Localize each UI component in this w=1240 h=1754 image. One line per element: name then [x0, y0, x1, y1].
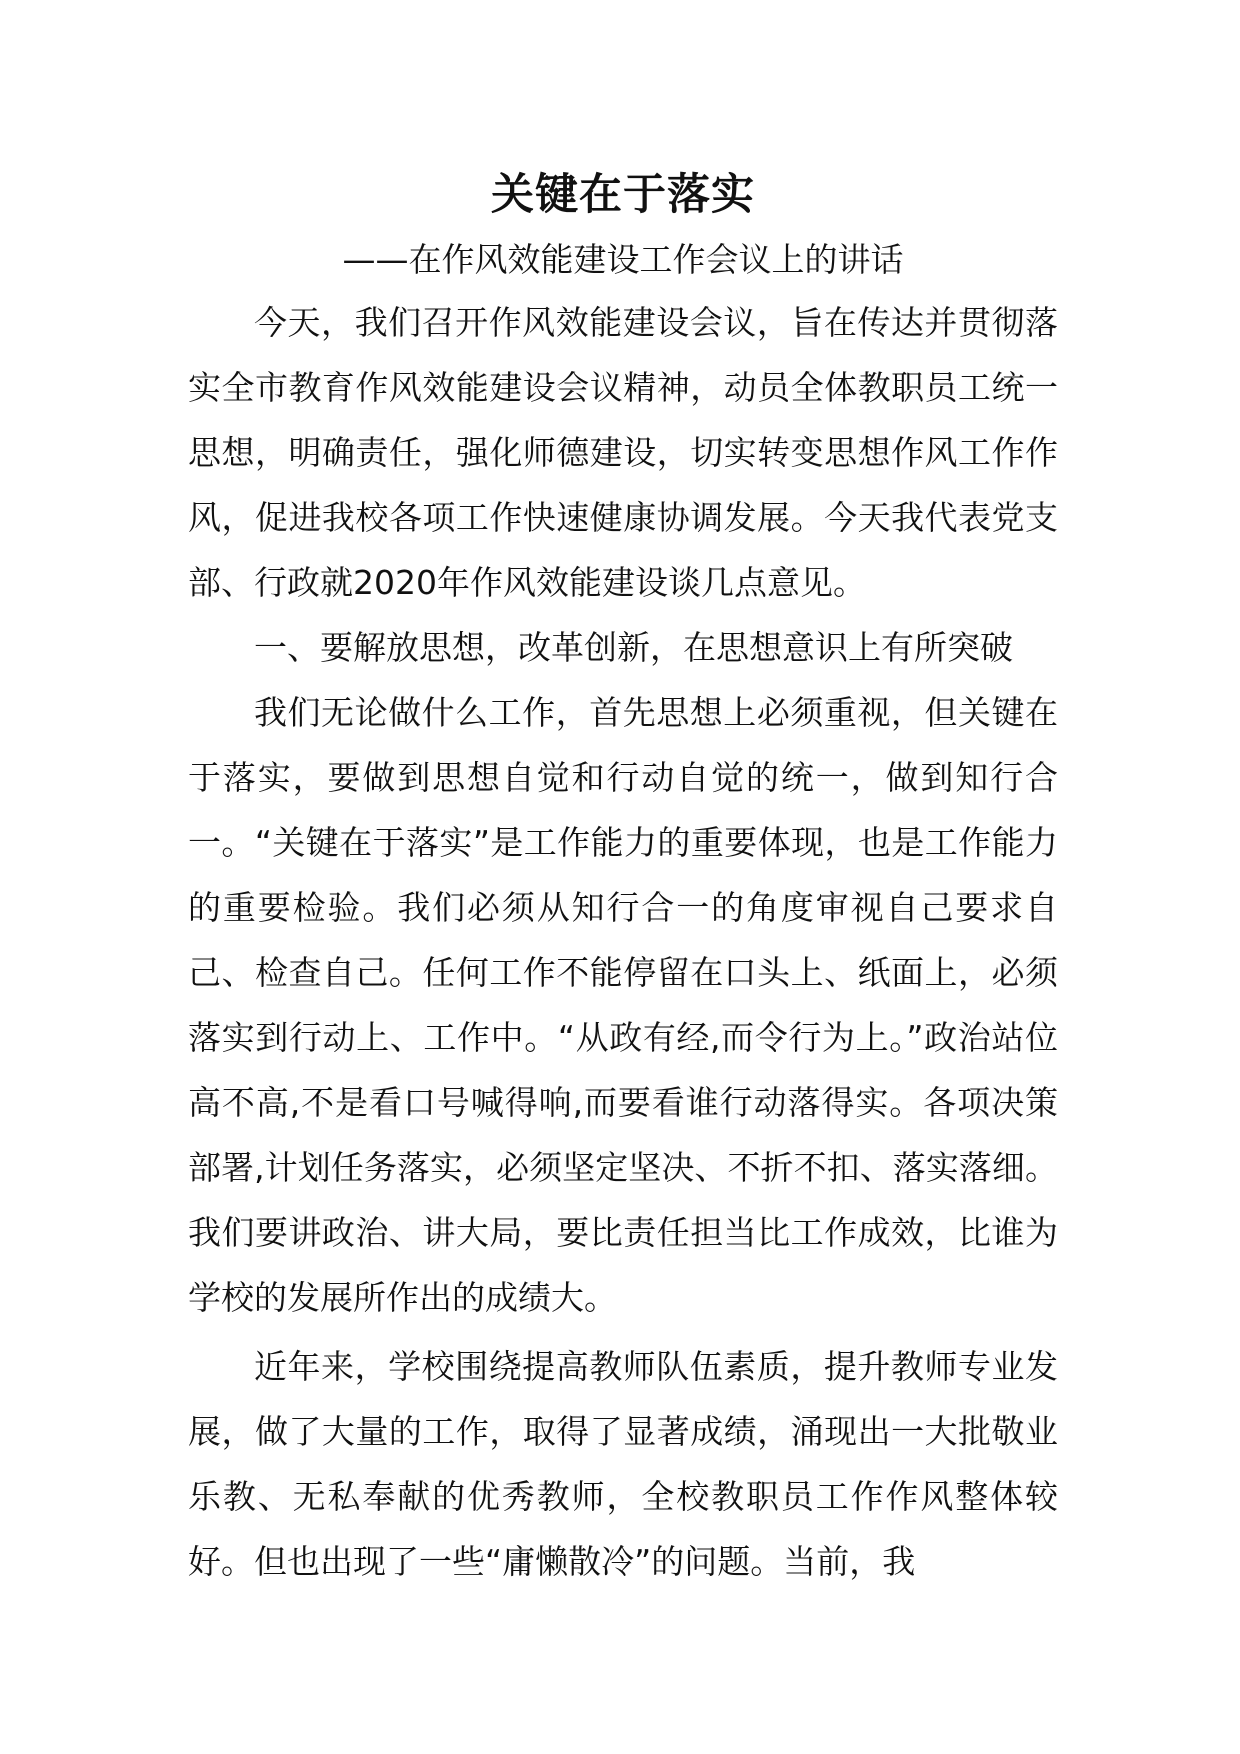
paragraph-recent-years: 近年来，学校围绕提高教师队伍素质，提升教师专业发展，做了大量的工作，取得了显著成绩，涌现出一大批敬业乐教、无私奉献的优秀教师，全校教职员工作作风整体较好。但也出现了一些“庸懒散冷”的问题。当前，我 [188, 1347, 1058, 1581]
document-title: 关键在于落实 [491, 170, 755, 220]
paragraph-intro: 今天，我们召开作风效能建设会议，旨在传达并贯彻落实全市教育作风效能建设会议精神，动员全体教职员工统一思想，明确责任，强化师德建设，切实转变思想作风工作作风，促进我校各项工作快速健康协调发展。今天我代表党支部、行政就2020年作风效能建设谈几点意见。 [188, 303, 1058, 602]
paragraph-implementation: 我们无论做什么工作，首先思想上必须重视，但关键在于落实，要做到思想自觉和行动自觉的统一，做到知行合一。“关键在于落实”是工作能力的重要体现，也是工作能力的重要检验。我们必须从知行合一的角度审视自己要求自己、检查自己。任何工作不能停留在口头上、纸面上，必须落实到行动上、工作中。“从政有经,而令行为上。”政治站位高不高,不是看口号喊得响,而要看谁行动落得实。各项决策部署,计划任务落实，必须坚定坚决、不折不扣、落实落细。我们要讲政治、讲大局，要比责任担当比工作成效，比谁为学校的发展所作出的成绩大。 [188, 693, 1058, 1317]
section-heading-1: 一、要解放思想，改革创新，在思想意识上有所突破 [254, 628, 1013, 667]
document-subtitle: ——在作风效能建设工作会议上的讲话 [342, 240, 904, 279]
document-body [188, 160, 1058, 1594]
